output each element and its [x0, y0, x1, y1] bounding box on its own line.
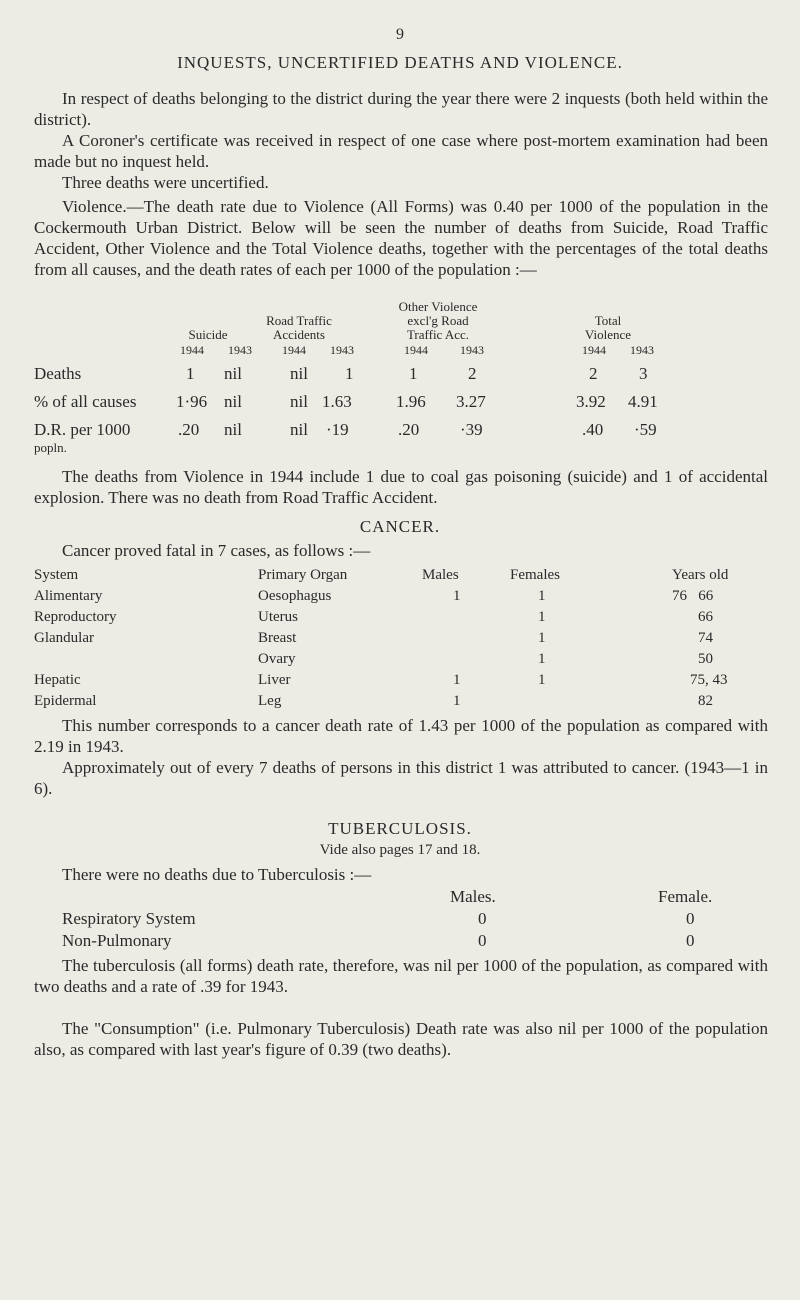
tb-consumption-paragraph: The "Consumption" (i.e. Pulmonary Tuberculosis) Death rate was also nil per 1000 of the population also, as compared with last year's figure of 0.39 (two deaths). — [34, 1019, 768, 1059]
tb-rate-paragraph: The tuberculosis (all forms) death rate, therefore, was nil per 1000 of the population, as compared with two deaths and a rate of .39 for 1943. — [34, 956, 768, 996]
tb-row-non-pulmonary: Non-Pulmonary 0 0 — [62, 931, 695, 950]
violence-row-deaths: Deaths 1 nil nil 1 1 2 2 3 — [34, 364, 648, 383]
section-heading-cancer: CANCER. — [359, 517, 441, 536]
col-group-total-violence: Total Violence — [584, 313, 632, 342]
col-group-suicide: Suicide — [188, 327, 228, 342]
page-number: 9 — [396, 26, 404, 43]
uncertified-paragraph: Three deaths were uncertified. — [62, 173, 269, 192]
cancer-row: Alimentary Oesophagus 1 1 76 66 — [34, 588, 714, 604]
cancer-approx-paragraph: Approximately out of every 7 deaths of persons in this district 1 was attributed to cancer. (1943—1 in 6). — [34, 758, 768, 798]
violence-row-percent: % of all causes 1·96 nil nil 1.63 1.96 3.27 3.92 4.91 — [34, 392, 658, 411]
tb-row-respiratory: Respiratory System 0 0 — [62, 909, 695, 928]
cancer-row: Glandular Breast 1 74 — [34, 630, 713, 646]
coroner-paragraph: A Coroner's certificate was received in respect of one case where post-mortem examination had been made but no inquest held. — [34, 131, 768, 171]
violence-note: The deaths from Violence in 1944 include 1 due to coal gas poisoning (suicide) and 1 of accidental explosion. There was no death from Road Traffic Accident. — [34, 467, 768, 507]
section-heading-inquests: INQUESTS, UNCERTIFIED DEATHS AND VIOLENCE. — [177, 53, 623, 72]
violence-paragraph: Violence.—The death rate due to Violence (All Forms) was 0.40 per 1000 of the population in the Cockermouth Urban District. Below will be seen the number of deaths from Suicide, Road Traffic Accident, Other Violence and the Total Violence deaths, together with the percentages of the total deaths from all causes, and the death rates of each per 1000 of the population :— — [34, 197, 768, 279]
tb-table-header: Males. Female. — [450, 887, 713, 906]
violence-year-row: 1944 1943 1944 1943 1944 1943 1944 1943 — [180, 343, 654, 357]
tb-intro: There were no deaths due to Tuberculosis :— — [62, 865, 372, 884]
cancer-rate-paragraph: This number corresponds to a cancer death rate of 1.43 per 1000 of the population as compared with 2.19 in 1943. — [34, 716, 768, 756]
cancer-table-header: System Primary Organ Males Females Years old — [34, 567, 729, 583]
col-group-other-violence: Other Violence excl'g Road Traffic Acc. — [398, 299, 478, 342]
violence-row-death-rate: D.R. per 1000 popln. .20 nil nil ·19 .20 ·39 .40 ·59 — [34, 420, 657, 455]
cancer-row: Ovary 1 50 — [258, 651, 713, 667]
col-group-road-traffic: Road Traffic Accidents — [266, 313, 332, 342]
inquests-paragraph: In respect of deaths belonging to the district during the year there were 2 inquests (both held within the district). — [34, 89, 768, 129]
cancer-row: Epidermal Leg 1 82 — [34, 693, 713, 709]
section-heading-tuberculosis: TUBERCULOSIS. — [328, 819, 472, 838]
cancer-intro: Cancer proved fatal in 7 cases, as follows :— — [62, 541, 371, 560]
cancer-row: Hepatic Liver 1 1 75, 43 — [34, 672, 728, 688]
tb-vide-note: Vide also pages 17 and 18. — [319, 842, 481, 858]
cancer-row: Reproductory Uterus 1 66 — [34, 609, 713, 625]
